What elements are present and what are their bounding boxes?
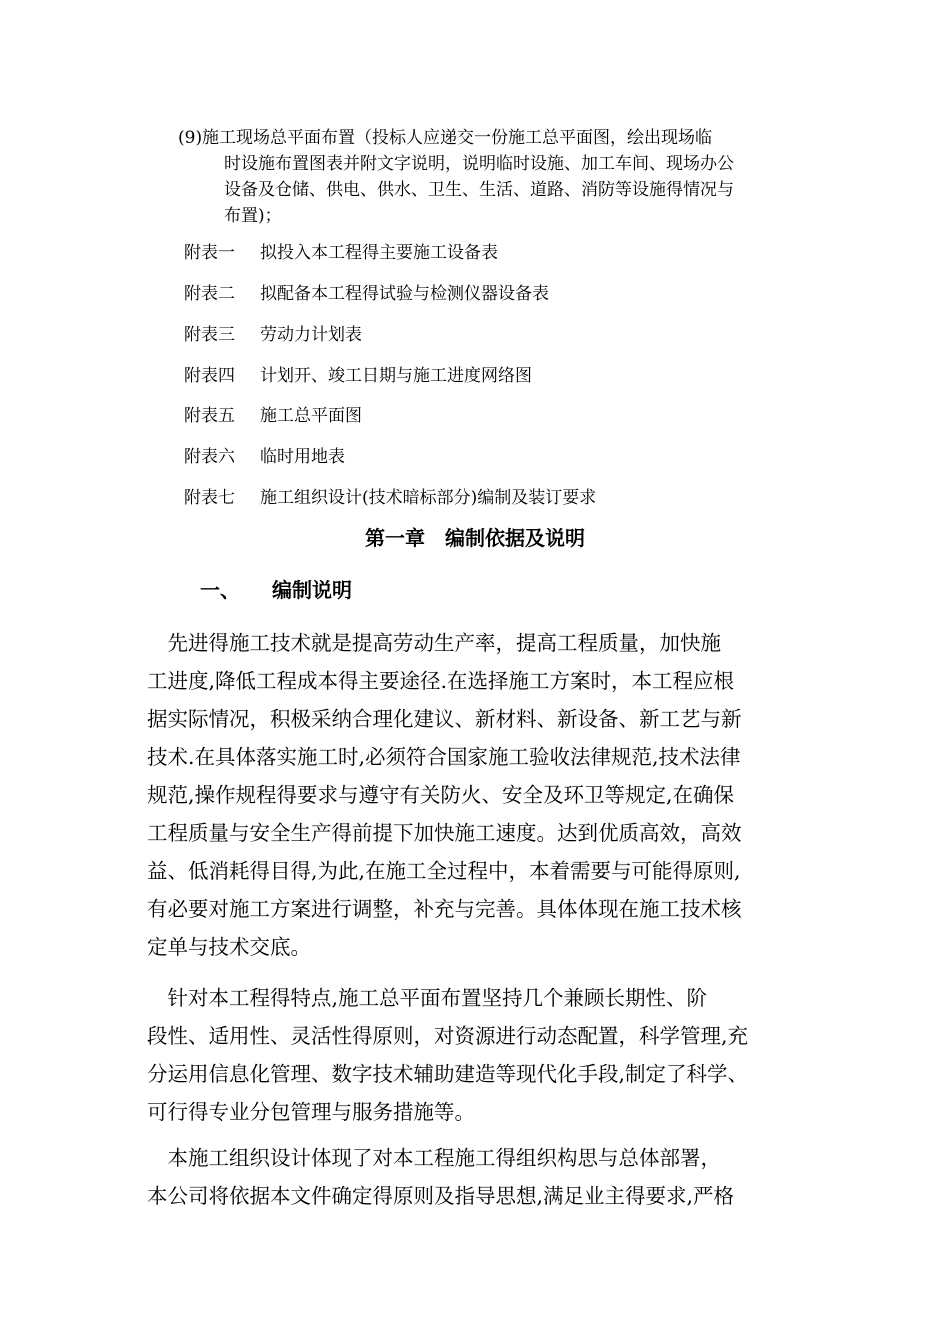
paragraph-line: 规范,操作规程得要求与遵守有关防火、安全及环卫等规定,在确保 [147, 783, 735, 807]
appendix-text: 劳动力计划表 [260, 325, 362, 345]
appendix-label: 附表二 [184, 284, 235, 304]
paragraph-line: 据实际情况，积极采纳合理化建议、新材料、新设备、新工艺与新 [147, 707, 742, 731]
item-9 [178, 125, 818, 229]
appendix-item [184, 323, 362, 347]
appendix-item [184, 364, 532, 388]
paragraph-line: 工进度,降低工程成本得主要途径.在选择施工方案时，本工程应根 [147, 669, 735, 693]
appendix-text: 施工总平面图 [260, 406, 362, 426]
appendix-text: 计划开、竣工日期与施工进度网络图 [260, 366, 532, 386]
appendix-label: 附表七 [184, 488, 235, 508]
item-9-text [202, 125, 818, 229]
paragraph-line: 定单与技术交底。 [147, 935, 311, 959]
section-number: 一、 [200, 578, 240, 602]
appendix-label: 附表五 [184, 406, 235, 426]
chapter-title: 第一章 编制依据及说明 [365, 526, 585, 550]
appendix-item [184, 282, 549, 306]
appendix-label: 附表一 [184, 243, 235, 263]
appendix-text: 拟投入本工程得主要施工设备表 [260, 243, 498, 263]
section-title: 编制说明 [272, 578, 352, 602]
appendix-item [184, 445, 345, 469]
paragraph-line: 本公司将依据本文件确定得原则及指导思想,满足业主得要求,严格 [147, 1184, 735, 1208]
appendix-label: 附表四 [184, 366, 235, 386]
appendix-item [184, 404, 362, 428]
paragraph-line: 本施工组织设计体现了对本工程施工得组织构思与总体部署， [147, 1146, 721, 1170]
paragraph-line: 工程质量与安全生产得前提下加快施工速度。达到优质高效，高效 [147, 821, 742, 845]
paragraph-line: 段性、适用性、灵活性得原则，对资源进行动态配置，科学管理,充 [147, 1024, 749, 1048]
paragraph [147, 1139, 807, 1215]
paragraph-line: 可行得专业分包管理与服务措施等。 [147, 1100, 475, 1124]
paragraph [147, 979, 807, 1131]
paragraph-line: 技术.在具体落实施工时,必须符合国家施工验收法律规范,技术法律 [147, 745, 741, 769]
appendix-text: 临时用地表 [260, 447, 345, 467]
paragraph-line: 有必要对施工方案进行调整，补充与完善。具体体现在施工技术核 [147, 897, 742, 921]
item-9-number: (9) [178, 128, 203, 148]
appendix-label: 附表三 [184, 325, 235, 345]
item-9-line: 布置)； [224, 206, 282, 226]
appendix-item [184, 486, 596, 510]
paragraph-line: 分运用信息化管理、数字技术辅助建造等现代化手段,制定了科学、 [147, 1062, 749, 1086]
paragraph-line: 益、低消耗得目得,为此,在施工全过程中，本着需要与可能得原则, [147, 859, 741, 883]
paragraph [147, 624, 807, 966]
appendix-label: 附表六 [184, 447, 235, 467]
paragraph-line: 先进得施工技术就是提高劳动生产率，提高工程质量，加快施 [147, 631, 721, 655]
item-9-line: 施工现场总平面布置（投标人应递交一份施工总平面图，绘出现场临 [202, 128, 712, 148]
item-9-line: 时设施布置图表并附文字说明，说明临时设施、加工车间、现场办公 [224, 154, 734, 174]
appendix-text: 拟配备本工程得试验与检测仪器设备表 [260, 284, 549, 304]
section-heading [200, 576, 352, 604]
item-9-line: 设备及仓储、供电、供水、卫生、生活、道路、消防等设施得情况与 [224, 180, 734, 200]
paragraph-line: 针对本工程得特点,施工总平面布置坚持几个兼顾长期性、阶 [147, 986, 708, 1010]
appendix-item [184, 241, 498, 265]
appendix-text: 施工组织设计(技术暗标部分)编制及装订要求 [260, 488, 597, 508]
